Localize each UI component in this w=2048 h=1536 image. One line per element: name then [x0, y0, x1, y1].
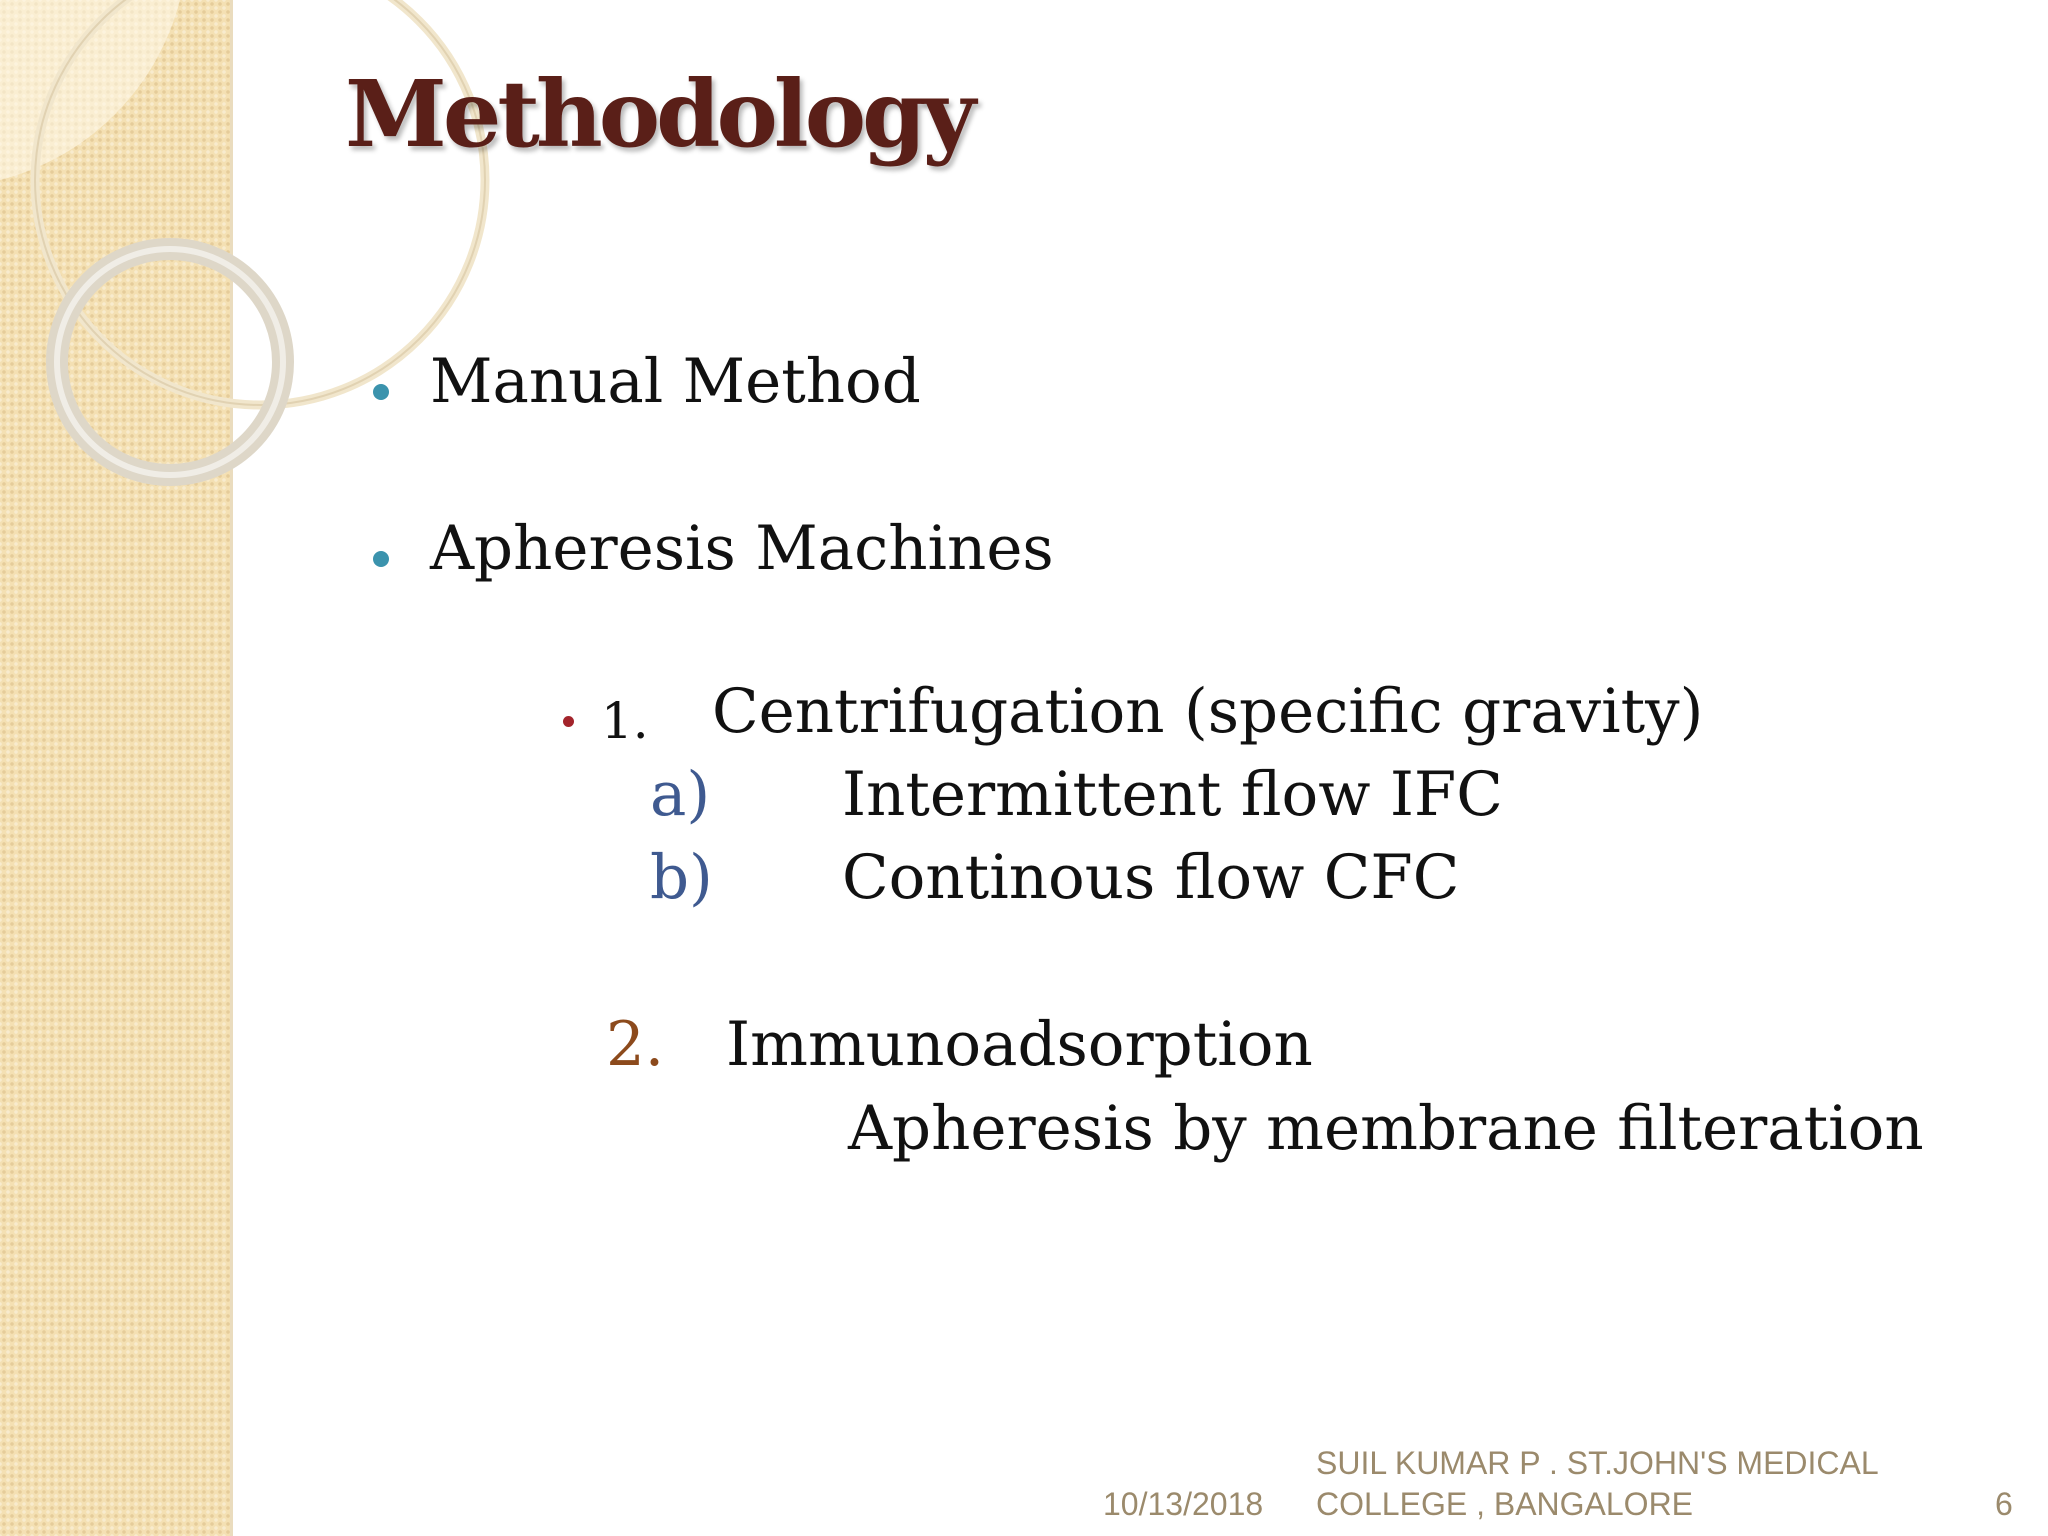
list-marker-2: 2. [606, 1009, 665, 1080]
sub-bullet-dot [563, 716, 574, 727]
list-marker-a: a) [650, 759, 711, 830]
footer-date: 10/13/2018 [1103, 1486, 1264, 1522]
bullet-dot [373, 384, 389, 400]
list-marker-b: b) [650, 842, 713, 913]
footer-author-line-2: COLLEGE , BANGALORE [1316, 1486, 1694, 1522]
bullet-manual-method: Manual Method [430, 346, 921, 417]
list-item-membrane-filteration: Apheresis by membrane filteration [848, 1093, 1924, 1164]
footer-author-line-1: SUIL KUMAR P . ST.JOHN'S MEDICAL [1316, 1445, 1879, 1481]
list-item-centrifugation: Centrifugation (specific gravity) [712, 676, 1704, 747]
slide-title: Methodology [345, 60, 972, 168]
list-item-intermittent-flow: Intermittent flow IFC [842, 759, 1503, 830]
list-item-continous-flow: Continous flow CFC [842, 842, 1460, 913]
list-item-immunoadsorption: Immunoadsorption [726, 1009, 1313, 1080]
bullet-apheresis-machines: Apheresis Machines [430, 513, 1054, 584]
bullet-dot [373, 551, 389, 567]
decorative-rings [0, 0, 330, 520]
list-marker-1: 1. [601, 692, 649, 750]
footer-page-number: 6 [1995, 1486, 2013, 1522]
